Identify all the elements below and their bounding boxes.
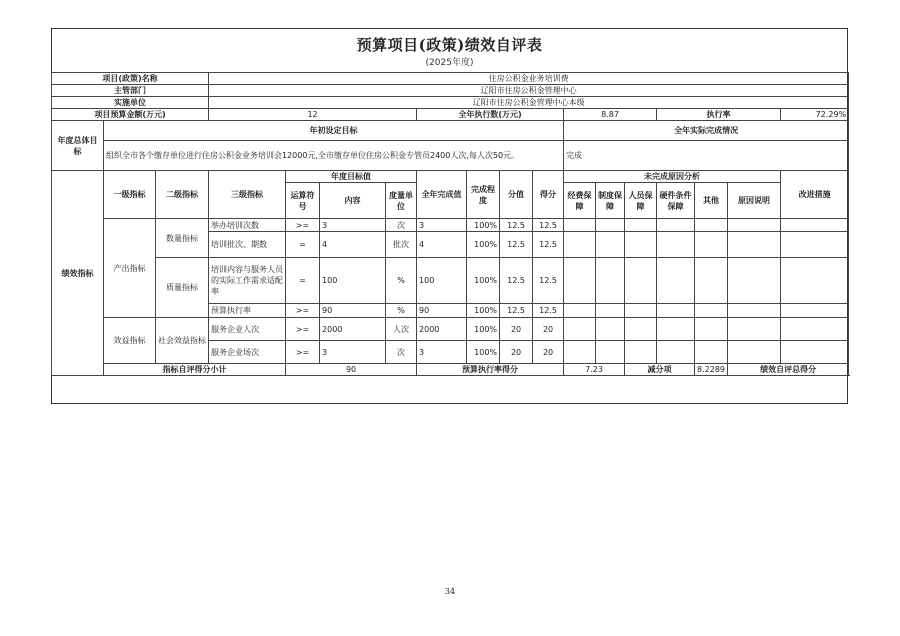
actual-goal-text: 完成 xyxy=(564,141,849,171)
total-label: 绩效自评总得分 xyxy=(728,364,849,376)
done-cell: 2000 xyxy=(417,318,467,341)
unit-cell: 次 xyxy=(386,341,417,364)
score-cell: 20 xyxy=(533,341,564,364)
info-row-unit xyxy=(52,97,849,109)
weight-cell: 20 xyxy=(500,318,533,341)
unit-cell: 人次 xyxy=(386,318,417,341)
goals-label: 年度总体目标 xyxy=(52,121,104,171)
done-cell: 90 xyxy=(417,304,467,318)
header-content: 内容 xyxy=(320,183,386,219)
op-cell: >= xyxy=(286,318,320,341)
weight-cell: 12.5 xyxy=(500,304,533,318)
weight-cell: 12.5 xyxy=(500,219,533,232)
perf-indicators-label: 绩效指标 xyxy=(52,171,104,376)
score-cell: 12.5 xyxy=(533,232,564,258)
op-cell: = xyxy=(286,258,320,304)
header-lvl1: 一级指标 xyxy=(104,171,156,219)
lvl3-cell: 培训内容与服务人员的实际工作需求适配率 xyxy=(209,258,286,304)
lvl2-social: 社会效益指标 xyxy=(156,318,209,364)
done-cell: 3 xyxy=(417,341,467,364)
page-number: 34 xyxy=(444,587,456,596)
unit-cell: % xyxy=(386,304,417,318)
rate-value: 72.29% xyxy=(781,109,849,121)
lvl3-cell: 培训批次、期数 xyxy=(209,232,286,258)
info-row-budget xyxy=(52,109,849,121)
exec-label: 全年执行数(万元) xyxy=(417,109,564,121)
header-weight: 分值 xyxy=(500,171,533,219)
header-reason-other: 其他 xyxy=(695,183,728,219)
unit-value: 辽阳市住房公积金管理中心本级 xyxy=(209,97,849,109)
header-degree: 完成程度 xyxy=(467,171,500,219)
op-cell: >= xyxy=(286,341,320,364)
table-row xyxy=(52,258,849,304)
header-lvl2: 二级指标 xyxy=(156,171,209,219)
header-reason-hardware: 硬件条件保障 xyxy=(657,183,695,219)
lvl3-cell: 预算执行率 xyxy=(209,304,286,318)
goals-content-row xyxy=(52,141,849,171)
degree-cell: 100% xyxy=(467,318,500,341)
weight-cell: 12.5 xyxy=(500,258,533,304)
header-op: 运算符号 xyxy=(286,183,320,219)
header-target: 年度目标值 xyxy=(286,171,417,183)
exec-value: 8.87 xyxy=(564,109,657,121)
degree-cell: 100% xyxy=(467,304,500,318)
header-reasons: 未完成原因分析 xyxy=(564,171,781,183)
op-cell: >= xyxy=(286,219,320,232)
evaluation-form xyxy=(51,28,848,404)
content-cell: 4 xyxy=(320,232,386,258)
content-cell: 100 xyxy=(320,258,386,304)
actual-goal-label: 全年实际完成情况 xyxy=(564,121,849,141)
content-cell: 3 xyxy=(320,219,386,232)
header-reason-staff: 人员保障 xyxy=(625,183,657,219)
lvl2-quality: 质量指标 xyxy=(156,258,209,318)
rate-label: 执行率 xyxy=(657,109,781,121)
table-row xyxy=(52,318,849,341)
score-cell: 12.5 xyxy=(533,219,564,232)
score-cell: 12.5 xyxy=(533,258,564,304)
header-lvl3: 三级指标 xyxy=(209,171,286,219)
lvl3-cell: 服务企业场次 xyxy=(209,341,286,364)
lvl2-quantity: 数量指标 xyxy=(156,219,209,258)
weight-cell: 12.5 xyxy=(500,232,533,258)
dept-label: 主管部门 xyxy=(52,85,209,97)
form-title: 预算项目(政策)绩效自评表 xyxy=(356,36,543,54)
unit-cell: 批次 xyxy=(386,232,417,258)
unit-label: 实施单位 xyxy=(52,97,209,109)
project-name-value: 住房公积金业务培训费 xyxy=(209,73,849,85)
header-reason-system: 制度保障 xyxy=(596,183,625,219)
header-improve: 改进措施 xyxy=(781,171,849,219)
deduct-value: 8.2289 xyxy=(695,364,728,376)
content-cell: 2000 xyxy=(320,318,386,341)
project-name-label: 项目(政策)名称 xyxy=(52,73,209,85)
content-cell: 3 xyxy=(320,341,386,364)
score-cell: 20 xyxy=(533,318,564,341)
lvl1-output: 产出指标 xyxy=(104,219,156,318)
degree-cell: 100% xyxy=(467,219,500,232)
budget-value: 12 xyxy=(209,109,417,121)
done-cell: 4 xyxy=(417,232,467,258)
info-row-dept xyxy=(52,85,849,97)
subtotal-value: 90 xyxy=(286,364,417,376)
exec-score-label: 预算执行率得分 xyxy=(417,364,564,376)
table-row xyxy=(52,219,849,232)
degree-cell: 100% xyxy=(467,232,500,258)
weight-cell: 20 xyxy=(500,341,533,364)
dept-value: 辽阳市住房公积金管理中心 xyxy=(209,85,849,97)
score-cell: 12.5 xyxy=(533,304,564,318)
evaluation-table xyxy=(51,72,849,376)
indicator-header-row-1 xyxy=(52,171,849,183)
deduct-label: 减分项 xyxy=(625,364,695,376)
header-reason-note: 原因说明 xyxy=(728,183,781,219)
done-cell: 100 xyxy=(417,258,467,304)
lvl3-cell: 举办培训次数 xyxy=(209,219,286,232)
planned-goal-label: 年初设定目标 xyxy=(104,121,564,141)
op-cell: = xyxy=(286,232,320,258)
header-done: 全年完成值 xyxy=(417,171,467,219)
lvl3-cell: 服务企业人次 xyxy=(209,318,286,341)
goals-header-row xyxy=(52,121,849,141)
summary-row xyxy=(52,364,849,376)
subtotal-label: 指标自评得分小计 xyxy=(104,364,286,376)
lvl1-benefit: 效益指标 xyxy=(104,318,156,364)
op-cell: >= xyxy=(286,304,320,318)
info-row-project xyxy=(52,73,849,85)
planned-goal-text: 组织全市各个缴存单位进行住房公积金业务培训会12000元,全市缴存单位住房公积金专管员2400人次,每人次50元。 xyxy=(104,141,564,171)
exec-score-value: 7.23 xyxy=(564,364,625,376)
degree-cell: 100% xyxy=(467,341,500,364)
header-score: 得分 xyxy=(533,171,564,219)
header-reason-funding: 经费保障 xyxy=(564,183,596,219)
content-cell: 90 xyxy=(320,304,386,318)
budget-label: 项目预算金额(万元) xyxy=(52,109,209,121)
form-year: (2025年度) xyxy=(425,58,474,68)
degree-cell: 100% xyxy=(467,258,500,304)
unit-cell: % xyxy=(386,258,417,304)
done-cell: 3 xyxy=(417,219,467,232)
unit-cell: 次 xyxy=(386,219,417,232)
header-unit: 度量单位 xyxy=(386,183,417,219)
